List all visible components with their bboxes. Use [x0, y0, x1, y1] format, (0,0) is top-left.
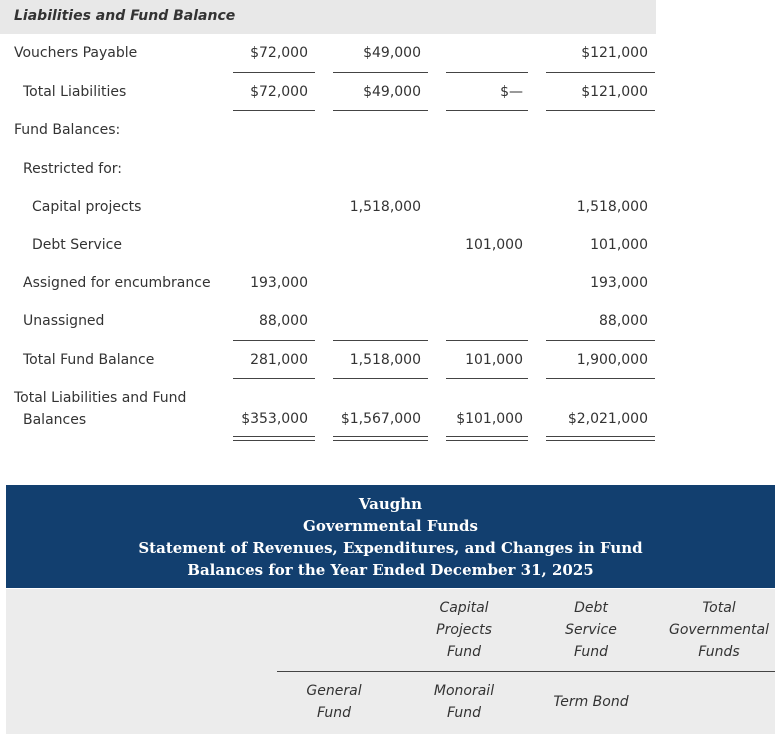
- underline: [333, 340, 428, 341]
- cell: 101,000: [465, 352, 523, 368]
- cell: $49,000: [363, 84, 421, 100]
- underline: [233, 72, 315, 73]
- section-title: Liabilities and Fund Balance: [14, 8, 236, 24]
- statement-title-line: Balances for the Year Ended December 31, 2025: [187, 561, 594, 579]
- cell: $2,021,000: [567, 411, 648, 427]
- cell: $72,000: [250, 84, 308, 100]
- col-header-line: Fund: [316, 705, 352, 721]
- header-divider: [277, 671, 775, 672]
- cell: 1,900,000: [576, 352, 648, 368]
- cell: 281,000: [250, 352, 308, 368]
- cell: 1,518,000: [576, 199, 648, 215]
- cell: $353,000: [241, 411, 308, 427]
- underline: [446, 340, 528, 341]
- statement-header: [6, 485, 775, 588]
- underline: [233, 378, 315, 379]
- cell: 101,000: [465, 237, 523, 253]
- double-underline: [333, 436, 428, 441]
- statement-title-line: Statement of Revenues, Expenditures, and Changes in Fund: [138, 539, 643, 557]
- cell: 1,518,000: [349, 352, 421, 368]
- col-header-total-governmental: [660, 597, 775, 663]
- cell: $72,000: [250, 45, 308, 61]
- col-header-line: Service: [565, 622, 617, 638]
- col-header-line: Total: [702, 600, 736, 616]
- row-label-restricted-for: Restricted for:: [23, 161, 122, 177]
- row-label-debt-service: Debt Service: [32, 237, 122, 253]
- col-header-general-fund: [280, 680, 388, 724]
- underline: [446, 72, 528, 73]
- cell: 193,000: [250, 275, 308, 291]
- double-underline: [546, 436, 655, 441]
- row-label-total-liabilities: Total Liabilities: [23, 84, 127, 100]
- statement-title-line: Vaughn: [358, 495, 423, 513]
- underline: [233, 110, 315, 111]
- row-label-assigned-encumbrance: Assigned for encumbrance: [23, 275, 211, 291]
- cell: 101,000: [590, 237, 648, 253]
- cell: 1,518,000: [349, 199, 421, 215]
- col-header-line: Projects: [436, 622, 492, 638]
- col-header-capital-projects: [410, 597, 518, 663]
- col-header-line: Fund: [446, 644, 482, 660]
- underline: [546, 72, 655, 73]
- cell: $121,000: [581, 45, 648, 61]
- col-header-line: General: [306, 683, 362, 699]
- col-header-term-bond: Term Bond: [553, 694, 629, 710]
- row-label-total-liab-fund-1: Total Liabilities and Fund: [14, 390, 187, 406]
- col-header-debt-service: [537, 597, 645, 663]
- underline: [546, 378, 655, 379]
- row-label-fund-balances: Fund Balances:: [14, 122, 121, 138]
- row-label-capital-projects: Capital projects: [32, 199, 142, 215]
- col-header-monorail-fund: [410, 680, 518, 724]
- col-header-line: Fund: [446, 705, 482, 721]
- col-header-line: Monorail: [433, 683, 495, 699]
- cell: 88,000: [259, 313, 308, 329]
- underline: [333, 378, 428, 379]
- section-header: [0, 0, 656, 34]
- cell: $1,567,000: [340, 411, 421, 427]
- cell: $49,000: [363, 45, 421, 61]
- underline: [333, 110, 428, 111]
- cell: 193,000: [590, 275, 648, 291]
- underline: [446, 378, 528, 379]
- row-label-total-fund-balance: Total Fund Balance: [23, 352, 155, 368]
- statement-title-line: Governmental Funds: [303, 517, 478, 535]
- col-header-line: Fund: [573, 644, 609, 660]
- underline: [446, 110, 528, 111]
- underline: [233, 340, 315, 341]
- row-label-total-liab-fund-2: Balances: [23, 412, 87, 428]
- double-underline: [446, 436, 528, 441]
- cell: 88,000: [599, 313, 648, 329]
- underline: [546, 340, 655, 341]
- cell: $101,000: [456, 411, 523, 427]
- col-header-line: Governmental: [668, 622, 770, 638]
- row-label-unassigned: Unassigned: [23, 313, 105, 329]
- col-header-line: Debt: [574, 600, 608, 616]
- row-label-vouchers-payable: Vouchers Payable: [14, 45, 138, 61]
- cell: $121,000: [581, 84, 648, 100]
- cell: $—: [500, 84, 523, 100]
- col-header-line: Funds: [698, 644, 740, 660]
- underline: [546, 110, 655, 111]
- double-underline: [233, 436, 315, 441]
- underline: [333, 72, 428, 73]
- col-header-line: Capital: [439, 600, 489, 616]
